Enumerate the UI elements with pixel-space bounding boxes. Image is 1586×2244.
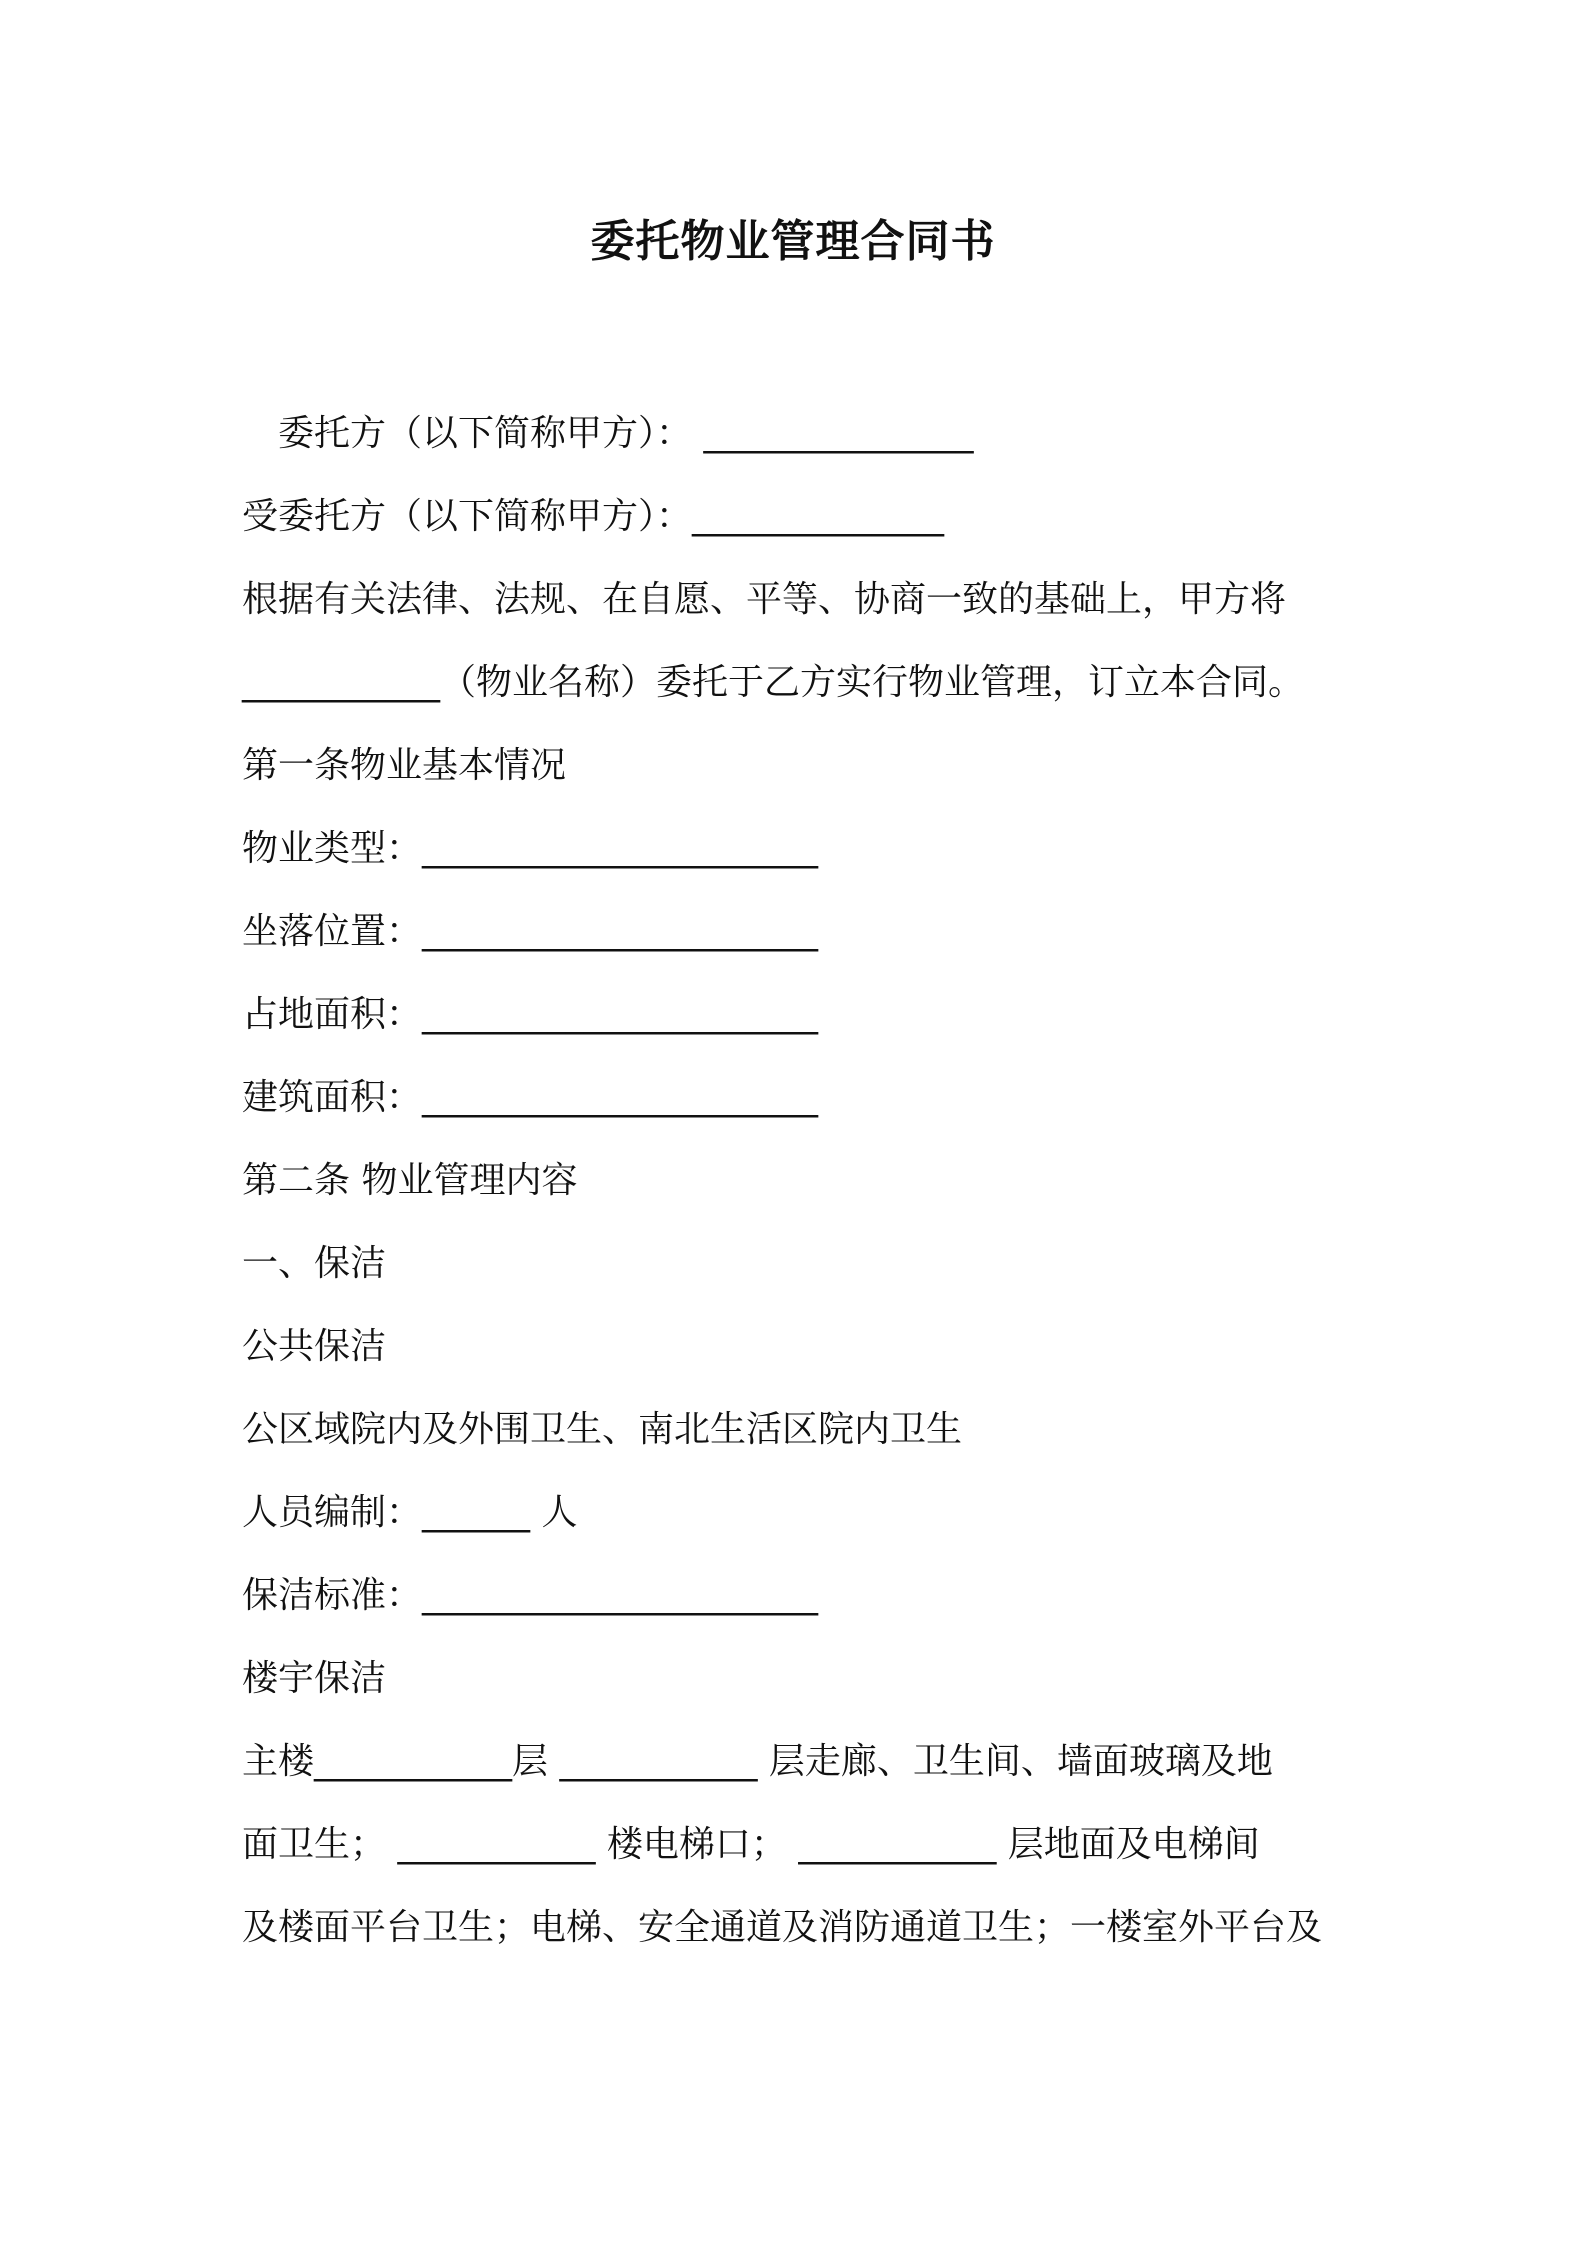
field-land-area: 占地面积：______________________ [242, 994, 819, 1035]
clause-line-agent: 受委托方（以下简称甲方）：______________ [242, 496, 945, 537]
document-title: 委托物业管理合同书 [590, 216, 996, 267]
building-cleaning-line-3: 及楼面平台卫生；电梯、安全通道及消防通道卫生；一楼室外平台及 [242, 1907, 1323, 1948]
building-cleaning-line-2: 面卫生； ___________ 楼电梯口； ___________ 层地面及电梯间 [242, 1824, 1260, 1865]
building-cleaning-line-1: 主楼___________层 ___________ 层走廊、卫生间、墙面玻璃及地 [242, 1741, 1273, 1782]
clause-line-preamble-1: 根据有关法律、法规、在自愿、平等、协商一致的基础上，甲方将 [242, 579, 1287, 620]
field-staffing: 人员编制：______ 人 [242, 1492, 578, 1533]
article-1-heading: 第一条物业基本情况 [242, 745, 567, 786]
field-building-area: 建筑面积：______________________ [242, 1077, 819, 1118]
field-location: 坐落位置：______________________ [242, 911, 819, 952]
public-cleaning-scope: 公区域院内及外围卫生、南北生活区院内卫生 [242, 1409, 963, 1450]
subsection-public-cleaning: 公共保洁 [242, 1326, 387, 1367]
clause-line-principal: 委托方（以下简称甲方）： _______________ [278, 413, 974, 454]
field-cleaning-standard: 保洁标准：______________________ [242, 1575, 819, 1616]
subsection-building-cleaning: 楼宇保洁 [242, 1658, 387, 1699]
field-property-type: 物业类型：______________________ [242, 828, 819, 869]
article-2-heading: 第二条 物业管理内容 [242, 1160, 578, 1201]
clause-line-preamble-2: ___________（物业名称）委托于乙方实行物业管理，订立本合同。 [242, 662, 1305, 703]
section-cleaning-heading: 一、保洁 [242, 1243, 387, 1284]
